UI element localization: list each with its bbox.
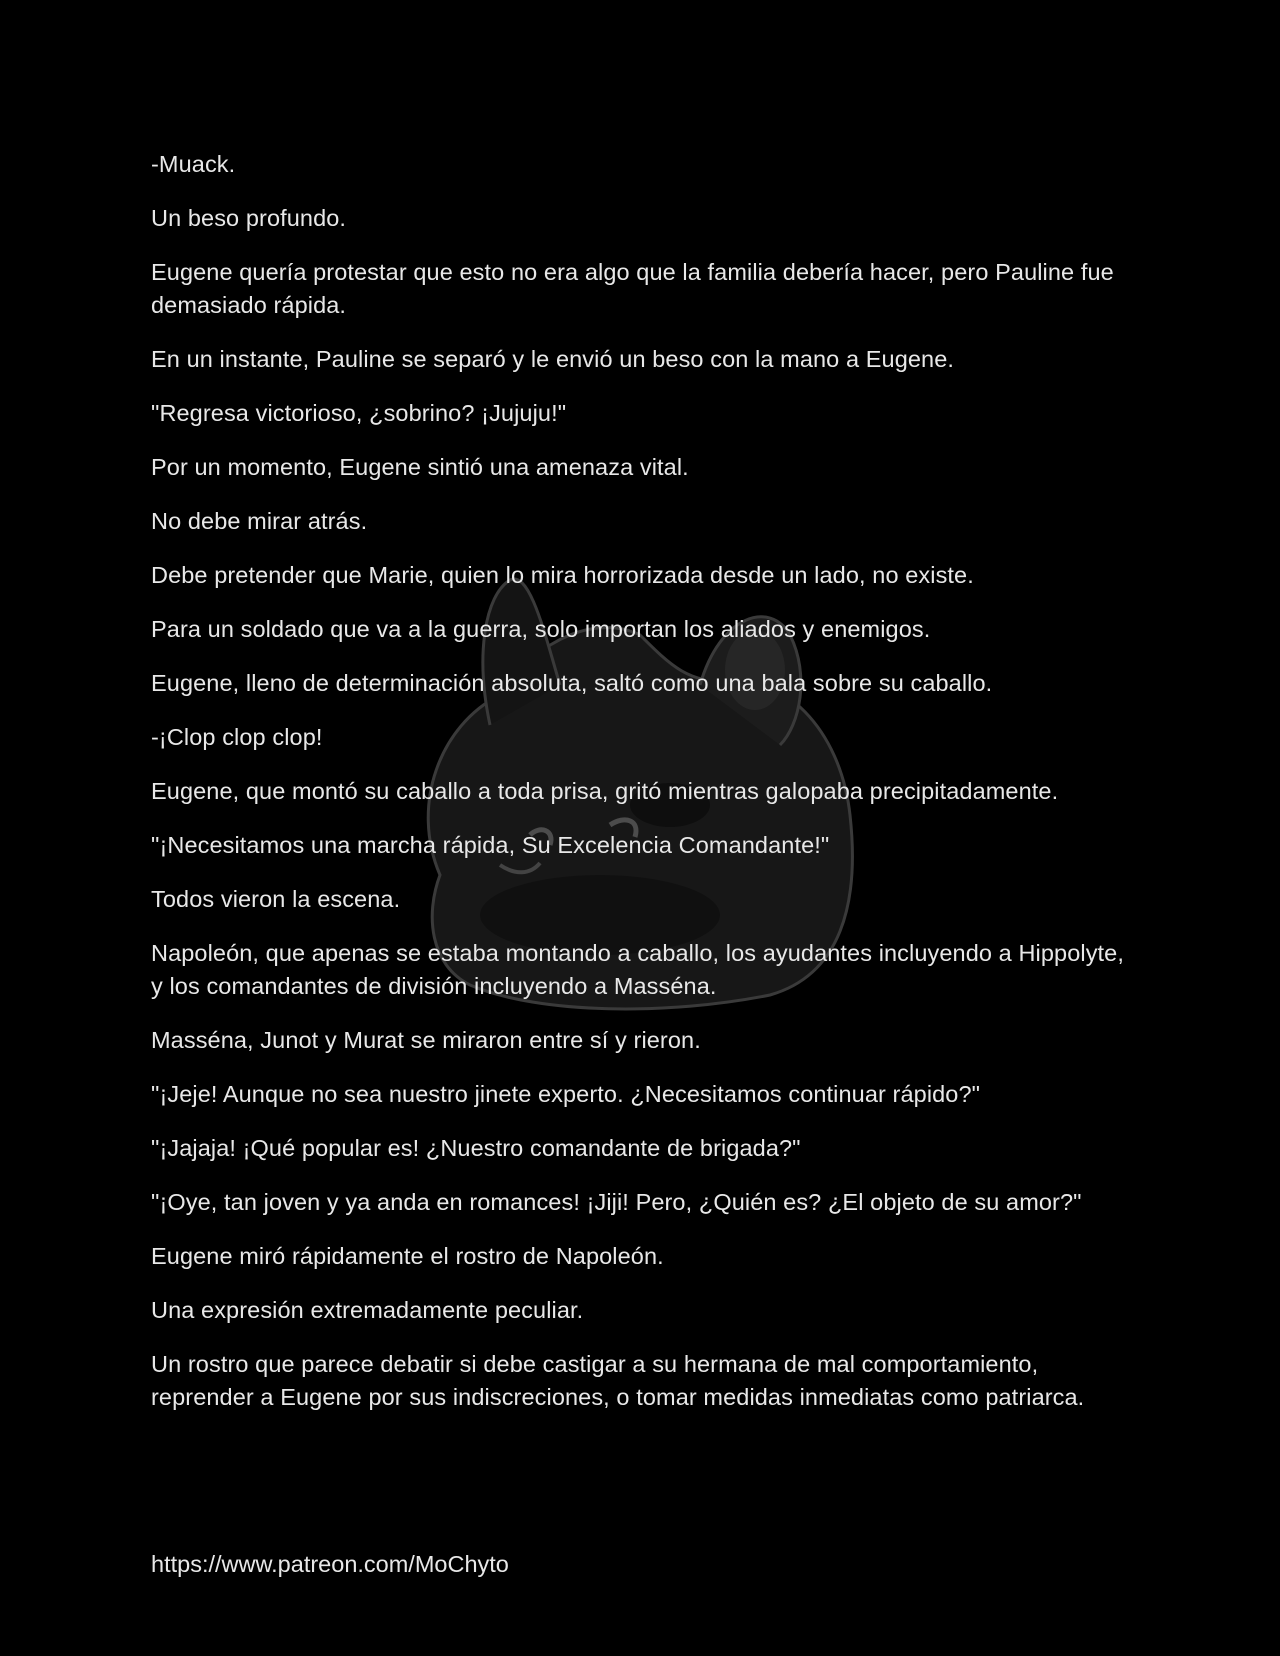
paragraph: Un rostro que parece debatir si debe castigar a su hermana de mal comportamiento, reprender a Eugene por sus indiscreciones, o tomar medidas inmediatas como patriarca. [151,1351,1085,1410]
paragraph: "¡Jeje! Aunque no sea nuestro jinete experto. ¿Necesitamos continuar rápido?" [151,1081,981,1107]
paragraph: "¡Jajaja! ¡Qué popular es! ¿Nuestro comandante de brigada?" [151,1135,801,1161]
paragraph: -¡Clop clop clop! [151,724,323,750]
paragraph: Eugene miró rápidamente el rostro de Napoleón. [151,1243,664,1269]
paragraph: "Regresa victorioso, ¿sobrino? ¡Jujuju!" [151,400,567,426]
paragraph: Eugene quería protestar que esto no era algo que la familia debería hacer, pero Pauline fue demasiado rápida. [151,259,1114,318]
paragraph: "¡Oye, tan joven y ya anda en romances! ¡Jiji! Pero, ¿Quién es? ¿El objeto de su amor?" [151,1189,1082,1215]
paragraph: "¡Necesitamos una marcha rápida, Su Excelencia Comandante!" [151,832,830,858]
paragraph: -Muack. [151,151,236,177]
paragraph: Por un momento, Eugene sintió una amenaza vital. [151,454,689,480]
paragraph: Una expresión extremadamente peculiar. [151,1297,584,1323]
paragraph: Eugene, lleno de determinación absoluta, saltó como una bala sobre su caballo. [151,670,993,696]
paragraph: En un instante, Pauline se separó y le envió un beso con la mano a Eugene. [151,346,955,372]
paragraph: No debe mirar atrás. [151,508,368,534]
chapter-text [151,148,1141,1435]
patreon-link[interactable]: https://www.patreon.com/MoChyto [151,1551,509,1577]
paragraph: Un beso profundo. [151,205,347,231]
paragraph: Para un soldado que va a la guerra, solo importan los aliados y enemigos. [151,616,931,642]
paragraph: Masséna, Junot y Murat se miraron entre sí y rieron. [151,1027,701,1053]
paragraph: Todos vieron la escena. [151,886,401,912]
paragraph: Debe pretender que Marie, quien lo mira horrorizada desde un lado, no existe. [151,562,974,588]
paragraph: Eugene, que montó su caballo a toda prisa, gritó mientras galopaba precipitadamente. [151,778,1059,804]
paragraph: Napoleón, que apenas se estaba montando a caballo, los ayudantes incluyendo a Hippolyte, y los comandantes de división incluyendo a Masséna. [151,940,1124,999]
